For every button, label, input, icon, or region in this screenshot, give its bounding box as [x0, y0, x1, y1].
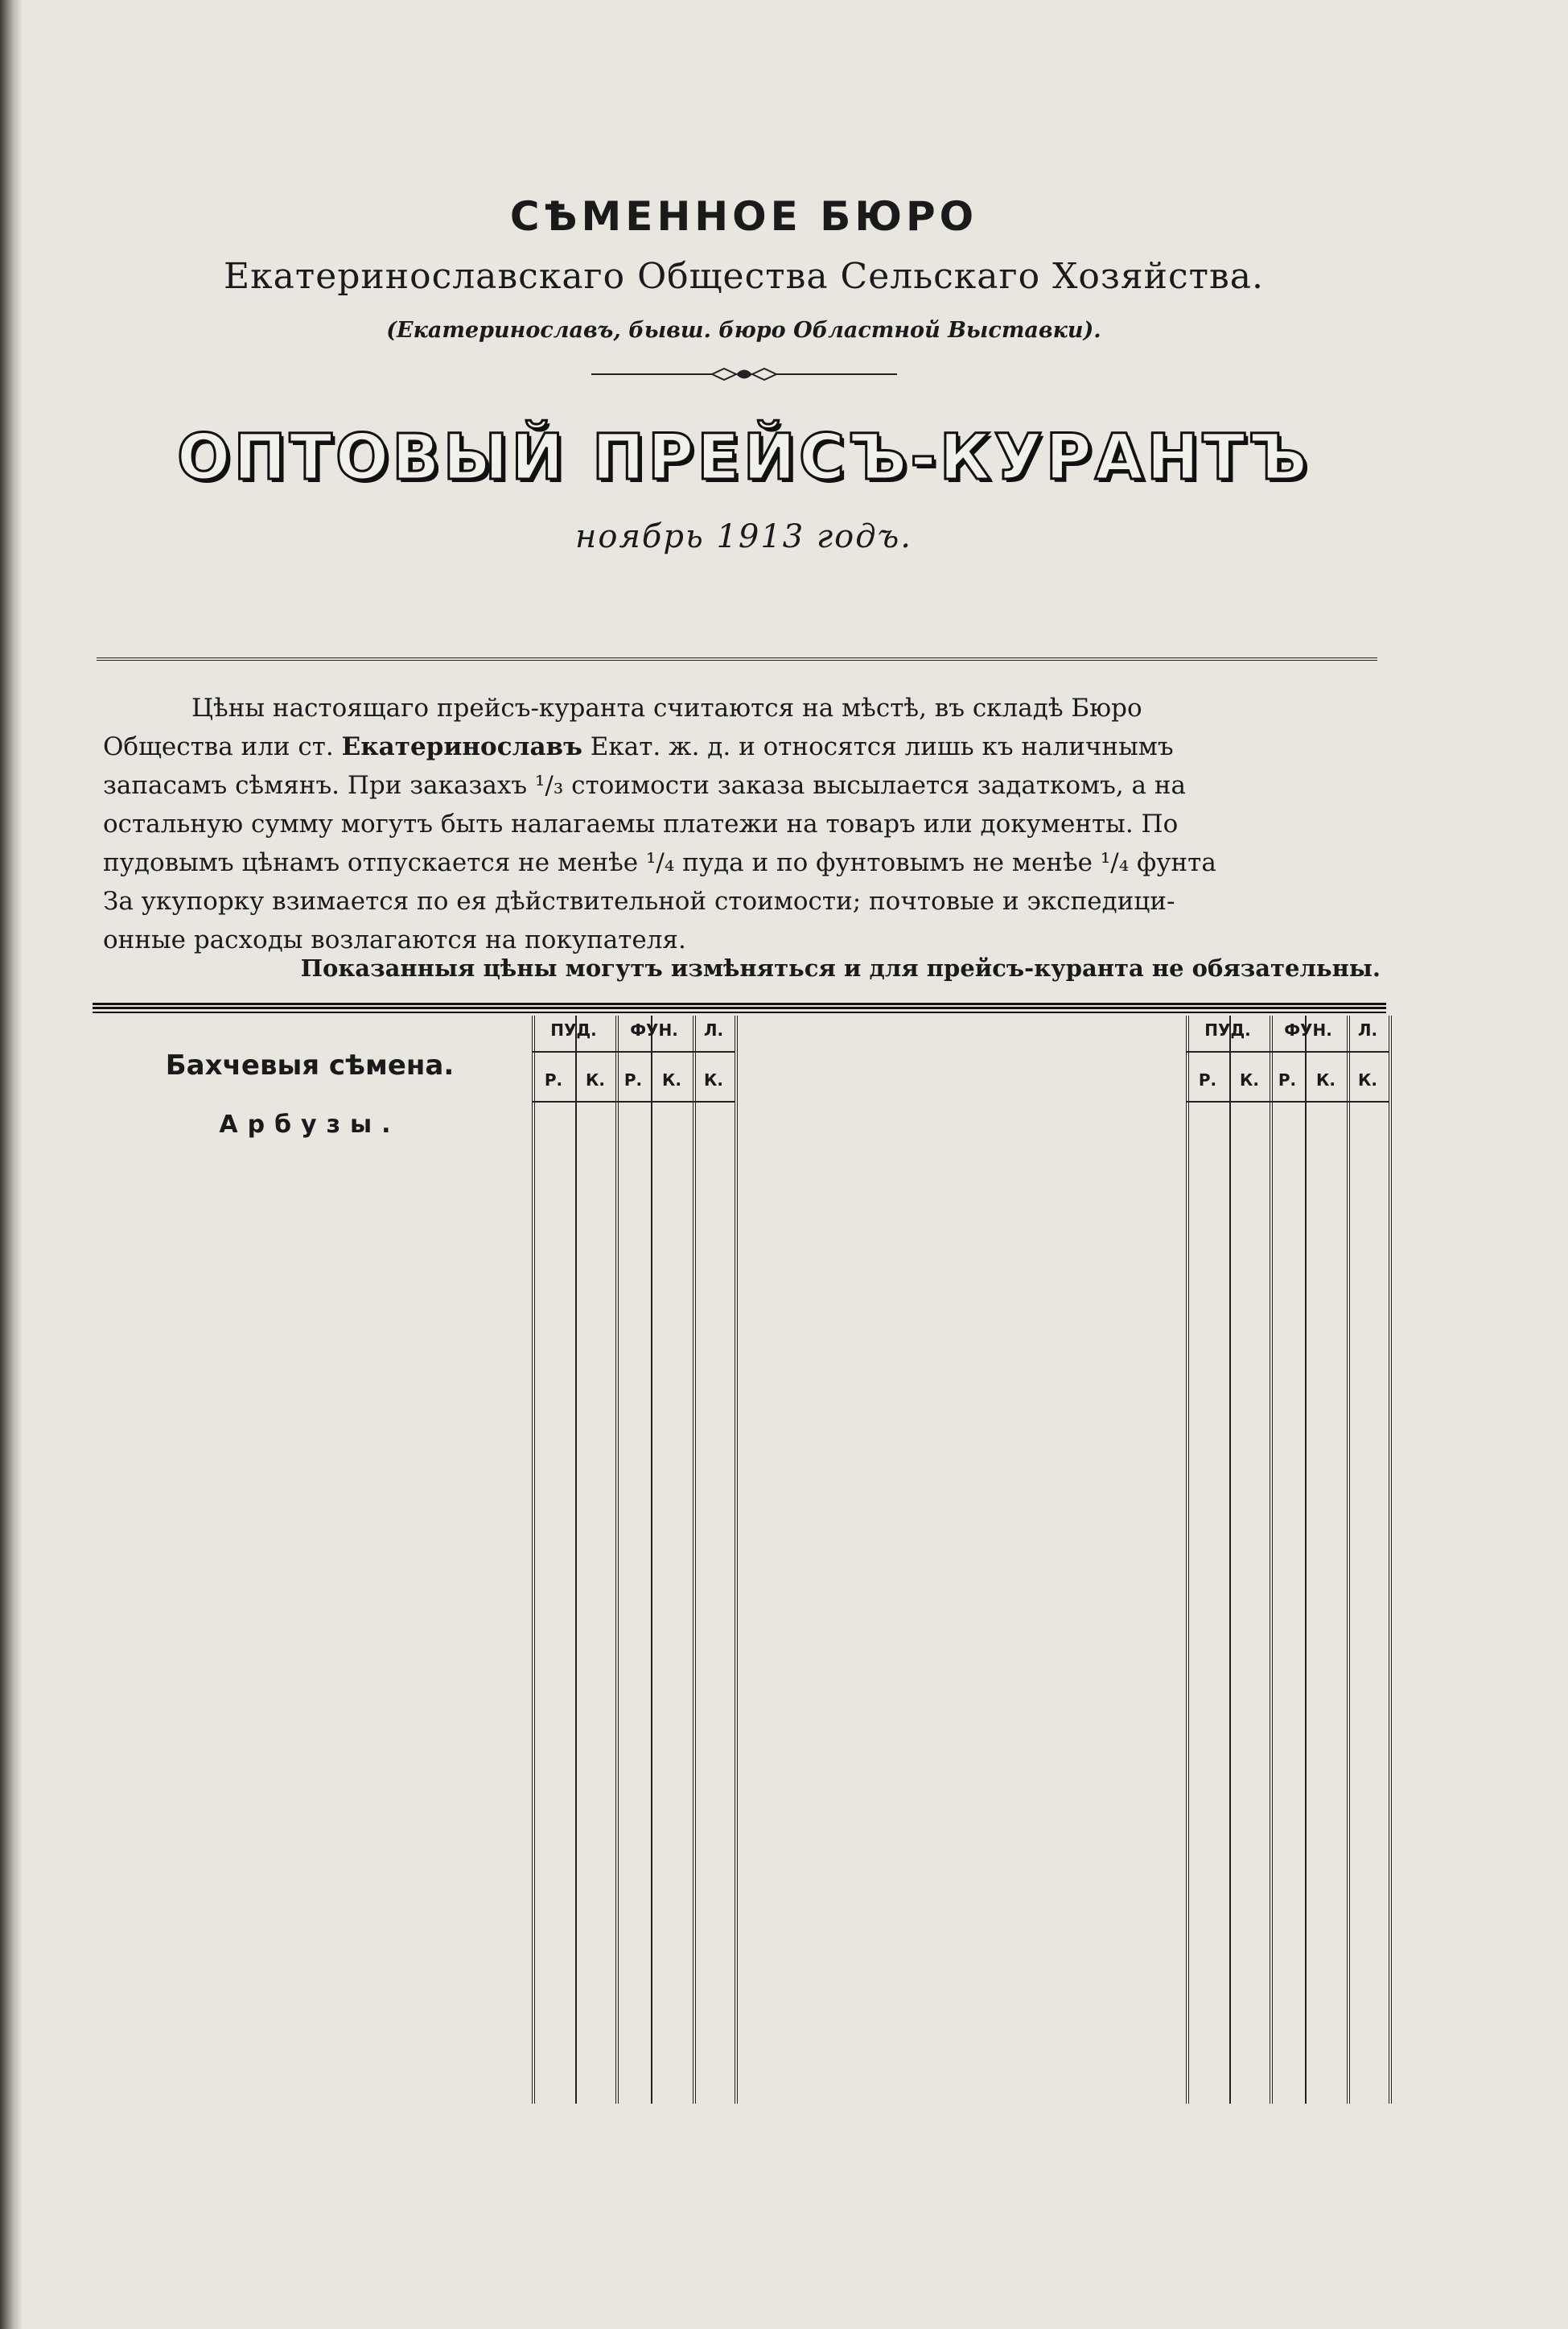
column-rule	[1347, 1016, 1350, 2104]
header-rule	[532, 1101, 735, 1103]
former-bureau-note: (Екатеринославъ, бывш. бюро Областной Выставки).	[386, 318, 1101, 343]
column-rule	[615, 1016, 619, 2104]
column-rule	[651, 1016, 652, 2104]
header-pud: ПУД.	[550, 1020, 597, 1040]
header-kopecks: К.	[704, 1070, 723, 1090]
price-list-title: ОПТОВЫЙ ПРЕЙСЪ-КУРАНТЪ	[177, 422, 1311, 494]
intro-line: За укупорку взимается по ея дѣйствительной стоимости; почтовые и экспедици-	[103, 887, 1175, 916]
header-rule	[1186, 1101, 1389, 1103]
ornament-divider	[591, 365, 897, 383]
header-kopecks: К.	[662, 1070, 681, 1090]
column-rule	[1229, 1016, 1231, 2104]
column-rule	[1305, 1016, 1307, 2104]
section-heading: Арбузы.	[219, 1111, 401, 1139]
column-rule	[735, 1016, 738, 2104]
intro-line: онные расходы возлагаются на покупателя.	[103, 925, 686, 954]
header-rubles: Р.	[544, 1070, 563, 1090]
price-notice: Показанныя цѣны могутъ измѣняться и для прейсъ-куранта не обязательны.	[300, 954, 1381, 982]
header-rubles: Р.	[1278, 1070, 1297, 1090]
header-rule	[1186, 1051, 1389, 1053]
header	[0, 193, 1488, 555]
header-lot: Л.	[703, 1020, 724, 1040]
intro-station: Екатеринославъ	[341, 732, 582, 761]
header-lot: Л.	[1357, 1020, 1378, 1040]
column-rule	[575, 1016, 577, 2104]
header-kopecks: К.	[1358, 1070, 1377, 1090]
header-rule	[532, 1051, 735, 1053]
column-rule	[1389, 1016, 1392, 2104]
header-kopecks: К.	[586, 1070, 605, 1090]
price-list-date: ноябрь 1913 годъ.	[575, 518, 912, 555]
society-name: Екатеринославскаго Общества Сельскаго Хозяйства.	[224, 256, 1264, 297]
table-top-rule	[93, 1003, 1386, 1013]
column-rule	[1186, 1016, 1189, 2104]
intro-line	[103, 728, 1374, 766]
header-kopecks: К.	[1316, 1070, 1335, 1090]
header-pud: ПУД.	[1204, 1020, 1251, 1040]
intro-text: Общества или ст.	[103, 732, 342, 761]
header-fun: ФУН.	[1284, 1020, 1332, 1040]
column-rule	[693, 1016, 696, 2104]
section-heading: Бахчевыя сѣмена.	[165, 1049, 455, 1082]
header-rubles: Р.	[1198, 1070, 1217, 1090]
bureau-title: СѢМЕННОЕ БЮРО	[509, 193, 978, 240]
intro-text: Екат. ж. д. и относятся лишь къ наличнымъ	[582, 732, 1174, 761]
header-fun: ФУН.	[630, 1020, 678, 1040]
intro-paragraph	[103, 689, 1374, 959]
divider-rule	[97, 657, 1377, 661]
intro-line: остальную сумму могутъ быть налагаемы платежи на товаръ или документы. По	[103, 810, 1179, 839]
intro-line: запасамъ сѣмянъ. При заказахъ ¹/₃ стоимости заказа высылается задаткомъ, а на	[103, 771, 1187, 800]
header-rubles: Р.	[623, 1070, 643, 1090]
column-rule	[532, 1016, 535, 2104]
intro-line: Цѣны настоящаго прейсъ-куранта считаются на мѣстѣ, въ складѣ Бюро	[191, 694, 1142, 723]
column-rule	[1270, 1016, 1273, 2104]
intro-line: пудовымъ цѣнамъ отпускается не менѣе ¹/₄ пуда и по фунтовымъ не менѣе ¹/₄ фунта	[103, 848, 1216, 877]
header-kopecks: К.	[1240, 1070, 1259, 1090]
